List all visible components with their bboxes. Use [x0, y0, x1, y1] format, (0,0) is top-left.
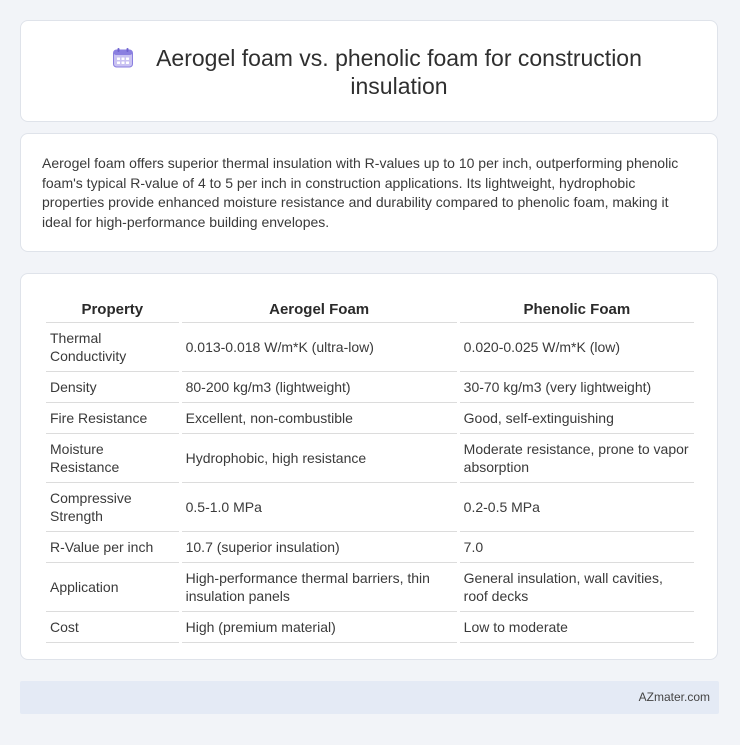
- table-row: [46, 612, 694, 643]
- property-cell: Compressive Strength: [46, 483, 179, 532]
- phenolic-cell: 0.2-0.5 MPa: [460, 483, 694, 532]
- phenolic-cell: Good, self-extinguishing: [460, 403, 694, 434]
- phenolic-cell: General insulation, wall cavities, roof decks: [460, 563, 694, 612]
- aerogel-cell: Excellent, non-combustible: [182, 403, 457, 434]
- property-cell: Application: [46, 563, 179, 612]
- title-card: [20, 20, 718, 122]
- property-cell: Thermal Conductivity: [46, 323, 179, 372]
- table-row: [46, 403, 694, 434]
- table-row: [46, 323, 694, 372]
- column-header: Aerogel Foam: [182, 293, 457, 323]
- intro-card: [20, 133, 718, 252]
- table-header-row: [46, 293, 694, 323]
- phenolic-cell: 30-70 kg/m3 (very lightweight): [460, 372, 694, 403]
- aerogel-cell: 0.5-1.0 MPa: [182, 483, 457, 532]
- table-row: [46, 483, 694, 532]
- property-cell: Moisture Resistance: [46, 434, 179, 483]
- aerogel-cell: 10.7 (superior insulation): [182, 532, 457, 563]
- comparison-table: [43, 293, 697, 643]
- phenolic-cell: Low to moderate: [460, 612, 694, 643]
- column-header: Phenolic Foam: [460, 293, 694, 323]
- property-cell: R-Value per inch: [46, 532, 179, 563]
- phenolic-cell: Moderate resistance, prone to vapor absorption: [460, 434, 694, 483]
- column-header: Property: [46, 293, 179, 323]
- property-cell: Fire Resistance: [46, 403, 179, 434]
- property-cell: Cost: [46, 612, 179, 643]
- table-row: [46, 434, 694, 483]
- aerogel-cell: 80-200 kg/m3 (lightweight): [182, 372, 457, 403]
- phenolic-cell: 7.0: [460, 532, 694, 563]
- aerogel-cell: Hydrophobic, high resistance: [182, 434, 457, 483]
- table-row: [46, 563, 694, 612]
- property-cell: Density: [46, 372, 179, 403]
- table-row: [46, 372, 694, 403]
- page-title: Aerogel foam vs. phenolic foam for construction insulation: [156, 45, 642, 99]
- intro-paragraph: Aerogel foam offers superior thermal insulation with R-values up to 10 per inch, outperforming phenolic foam's typical R-value of 4 to 5 per inch in construction applications. Its lightweight, hydrophobic properties provide enhanced moisture resistance and durability compared to phenolic foam, making it ideal for high-performance building envelopes.: [42, 155, 679, 230]
- aerogel-cell: High-performance thermal barriers, thin insulation panels: [182, 563, 457, 612]
- footer-bar: [20, 681, 719, 714]
- footer-brand: AZmater.com: [638, 690, 710, 704]
- aerogel-cell: High (premium material): [182, 612, 457, 643]
- comparison-table-card: [20, 273, 718, 660]
- phenolic-cell: 0.020-0.025 W/m*K (low): [460, 323, 694, 372]
- aerogel-cell: 0.013-0.018 W/m*K (ultra-low): [182, 323, 457, 372]
- table-row: [46, 532, 694, 563]
